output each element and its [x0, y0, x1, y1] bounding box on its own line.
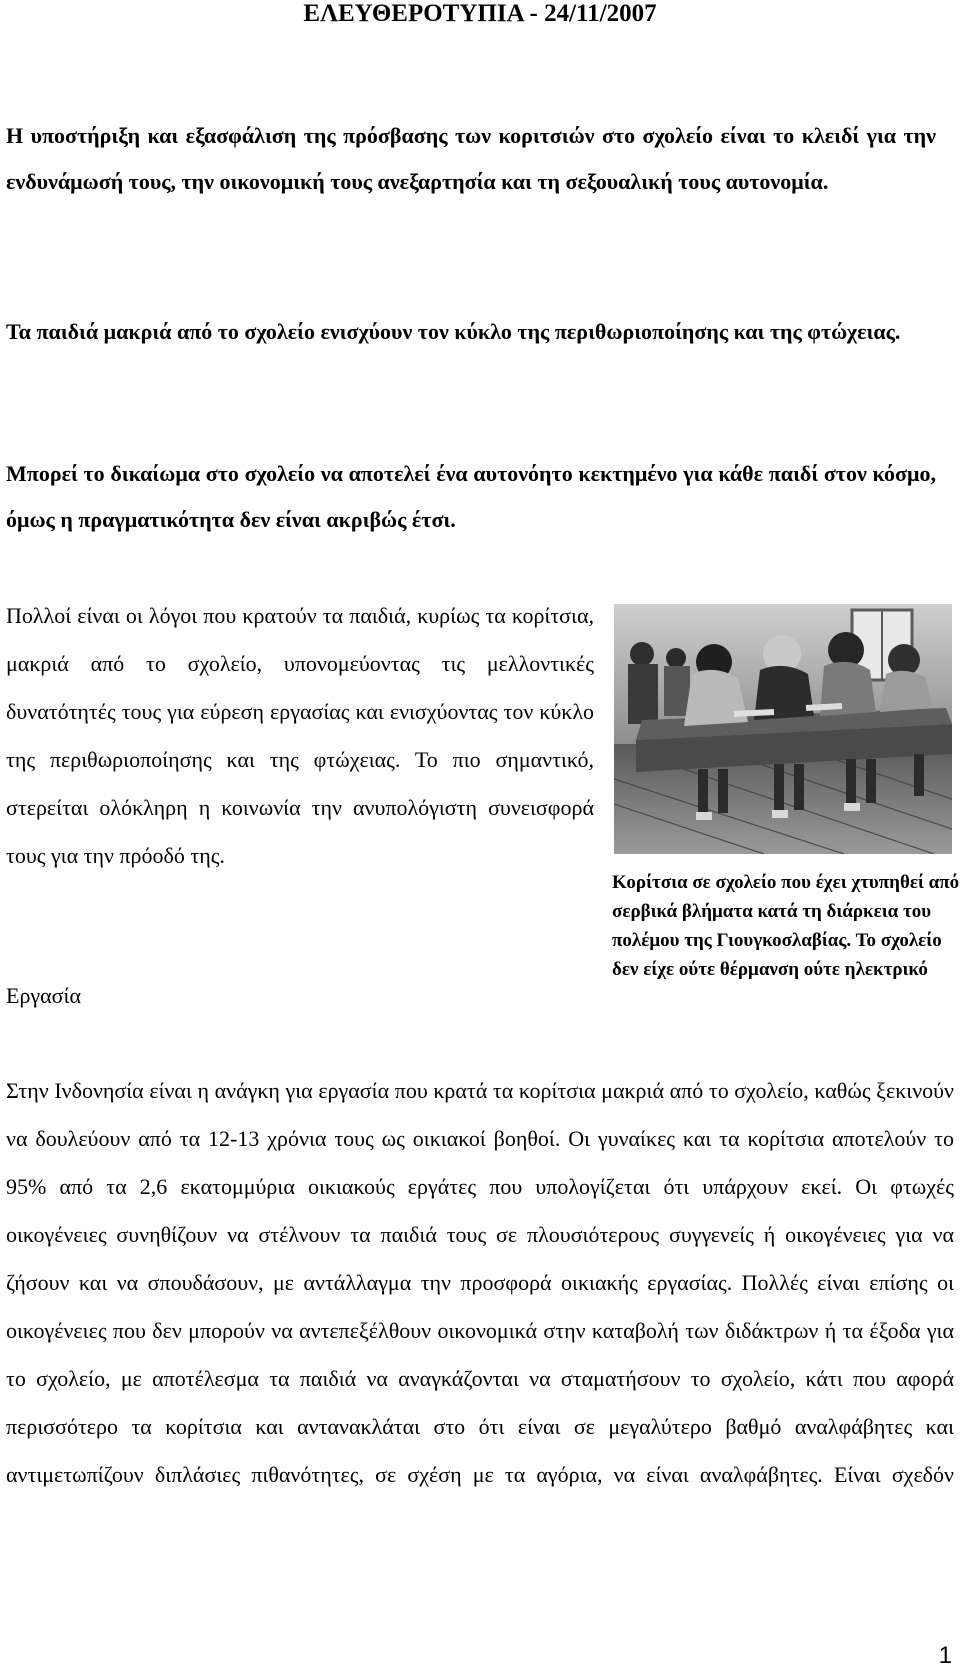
intro-paragraph-1: Η υποστήριξη και εξασφάλιση της πρόσβασης των κοριτσιών στο σχολείο είναι το κλειδί για την ενδυνάμωσή τους, την οικονομική τους ανεξαρτησία και τη σεξουαλική τους αυτονομία. [6, 123, 936, 194]
page-number: 1 [938, 1642, 952, 1669]
page-title: ΕΛΕΥΘΕΡΟΤΥΠΙΑ - 24/11/2007 [303, 0, 657, 27]
classroom-photo [614, 604, 952, 854]
column-paragraph: Πολλοί είναι οι λόγοι που κρατούν τα παιδιά, κυρίως τα κορίτσια, μακριά από το σχολείο, υπονομεύοντας τις μελλοντικές δυνατότητές τους για εύρεση εργασίας και ενισχύοντας τον κύκλο της περιθωριοποίησης και της φτώχειας. Το πιο σημαντικό, στερείται ολόκληρη η κοινωνία την ανυπολόγιστη συνεισφορά τους για την πρόοδό της. [6, 603, 594, 868]
body-paragraph: Στην Ινδονησία είναι η ανάγκη για εργασία που κρατά τα κορίτσια μακριά από το σχολείο, καθώς ξεκινούν να δουλεύουν από τα 12-13 χρόνια τους ως οικιακοί βοηθοί. Οι γυναίκες και τα κορίτσια αποτελούν το 95% από τα 2,6 εκατομμύρια οικιακούς εργάτες που υπολογίζεται ότι υπάρχουν εκεί. Οι φτωχές οικογένειες συνηθίζουν να στέλνουν τα παιδιά τους σε πλουσιότερους συγγενείς ή οικογένειες για να ζήσουν και να σπουδάσουν, με αντάλλαγμα την προσφορά οικιακής εργασίας. Πολλές είναι επίσης οι οικογένειες που δεν μπορούν να αντεπεξέλθουν οικονομικά στην καταβολή των διδάκτρων ή τα έξοδα για το σχολείο, με αποτέλεσμα τα παιδιά να αναγκάζονται να σταματήσουν το σχολείο, κάτι που αφορά περισσότερο τα κορίτσια και αντανακλάται στο ότι είναι σε μεγαλύτερο βαθμό αναλφάβητες και αντιμετωπίζουν διπλάσιες πιθανότητες, σε σχέση με τα αγόρια, να είναι αναλφάβητες. Είναι σχεδόν [6, 1078, 954, 1487]
section-heading-work: Εργασία [6, 983, 81, 1008]
intro-paragraph-2: Τα παιδιά μακριά από το σχολείο ενισχύουν τον κύκλο της περιθωριοποίησης και της φτώχειας. [6, 319, 901, 344]
intro-paragraph-3: Μπορεί το δικαίωμα στο σχολείο να αποτελεί ένα αυτονόητο κεκτημένο για κάθε παιδί στον κόσμο, όμως η πραγματικότητα δεν είναι ακριβώς έτσι. [6, 461, 936, 532]
photo-caption: Κορίτσια σε σχολείο που έχει χτυπηθεί από σερβικά βλήματα κατά τη διάρκεια του πολέμου της Γιουγκοσλαβίας. Το σχολείο δεν είχε ούτε θέρμανση ούτε ηλεκτρικό [612, 872, 960, 980]
